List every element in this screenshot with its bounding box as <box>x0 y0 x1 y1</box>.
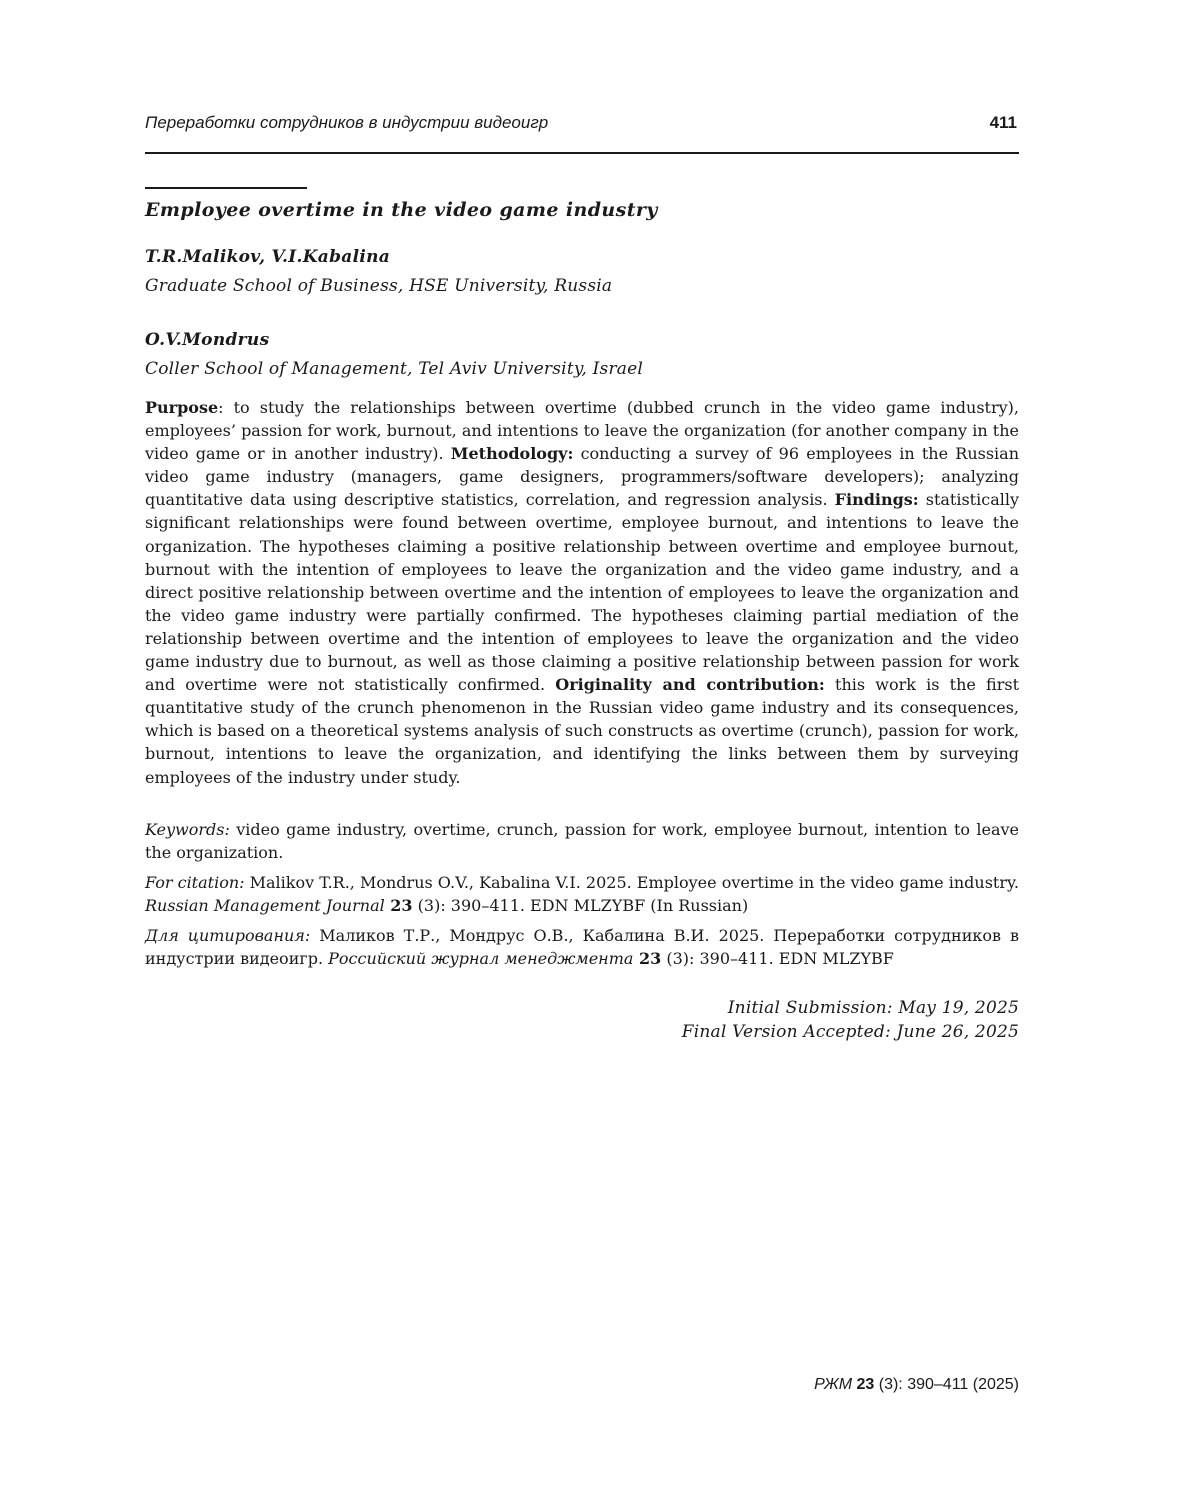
citation-en-journal: Russian Management Journal <box>145 896 385 915</box>
footer-volume: 23 <box>856 1376 875 1393</box>
citation-russian <box>145 924 1019 970</box>
footer-issue-pages: (3): 390–411 (2025) <box>878 1376 1019 1393</box>
findings-label: Findings: <box>834 490 919 510</box>
citation-ru-label: Для цитирования: <box>145 926 311 945</box>
running-head <box>145 113 1019 137</box>
page-footer <box>814 1376 1019 1394</box>
running-head-title: Переработки сотрудников в индустрии видеоигр <box>145 113 549 132</box>
purpose-text: : to study the relationships between overtime (dubbed crunch in the video game industry), employees’ passion for work, burnout, and intentions to leave the organization (for another company in the video game or in another industry). <box>145 398 1019 464</box>
findings-text: statistically significant relationships were found between overtime, employee burnout, and intentions to leave the organization. The hypotheses claiming a positive relationship between overtime and employee burnout, burnout with the intention of employees to leave the organization and the video game industry, and a direct positive relationship between overtime and the intention of employees to leave the organization and the video game industry were partially confirmed. The hypotheses claiming partial mediation of the relationship between overtime and the intention of employees to leave the organization and the video game industry due to burnout, as well as those claiming a positive relationship between passion for work and overtime were not statistically confirmed. <box>145 490 1020 695</box>
citation-en-volume: 23 <box>384 896 413 915</box>
final-acceptance-date: Final Version Accepted: June 26, 2025 <box>681 1022 1019 1042</box>
citation-ru-volume: 23 <box>633 949 662 968</box>
citation-ru-text-end: (3): 390–411. EDN MLZYBF <box>661 949 894 968</box>
initial-submission-date: Initial Submission: May 19, 2025 <box>727 998 1019 1018</box>
abstract <box>145 396 1019 789</box>
keywords-text: video game industry, overtime, crunch, passion for work, employee burnout, intention to leave the organization. <box>145 820 1019 862</box>
citation-ru-text: Маликов Т.Р., Мондрус О.В., Кабалина В.И. 2025. Переработки сотрудников в индустрии видеоигр. <box>145 926 1019 968</box>
citation-en-label: For citation: <box>145 873 245 892</box>
purpose-label: Purpose <box>145 398 219 417</box>
author-affiliation-2: Coller School of Management, Tel Aviv University, Israel <box>145 359 644 379</box>
author-affiliation-1: Graduate School of Business, HSE University, Russia <box>145 276 613 296</box>
keywords <box>145 818 1019 864</box>
author-names-2: O.V.Mondrus <box>145 330 270 350</box>
originality-text: this work is the first quantitative study of the crunch phenomenon in the Russian video game industry and its consequences, which is based on a theoretical systems analysis of such constructs as overtime (crunch), passion for work, burnout, intentions to leave the organization, and identifying the links between them by surveying employees of the industry under study. <box>145 675 1020 787</box>
journal-page <box>145 0 1019 1500</box>
page-number: 411 <box>989 113 1017 132</box>
citation-en-text: Malikov T.R., Mondrus O.V., Kabalina V.I. 2025. Employee overtime in the video game industry. <box>244 873 1020 892</box>
citation-en-text-end: (3): 390–411. EDN MLZYBF (In Russian) <box>412 896 749 915</box>
citation-ru-journal: Российский журнал менеджмента <box>328 949 634 968</box>
footer-journal-abbr: РЖМ <box>814 1376 853 1393</box>
author-names-1: T.R.Malikov, V.I.Kabalina <box>145 247 391 267</box>
keywords-label: Keywords: <box>145 820 230 839</box>
submission-dates <box>145 996 1019 1044</box>
article-title: Employee overtime in the video game industry <box>145 199 658 221</box>
originality-label: Originality and contribution: <box>555 675 825 695</box>
header-divider <box>145 152 1019 154</box>
title-rule <box>145 187 307 189</box>
citation-english <box>145 871 1019 917</box>
methodology-label: Methodology: <box>450 444 574 464</box>
methodology-text: conducting a survey of 96 employees in the Russian video game industry (managers, game designers, programmers/software developers); analyzing quantitative data using descriptive statistics, correlation, and regression analysis. <box>145 444 1020 510</box>
